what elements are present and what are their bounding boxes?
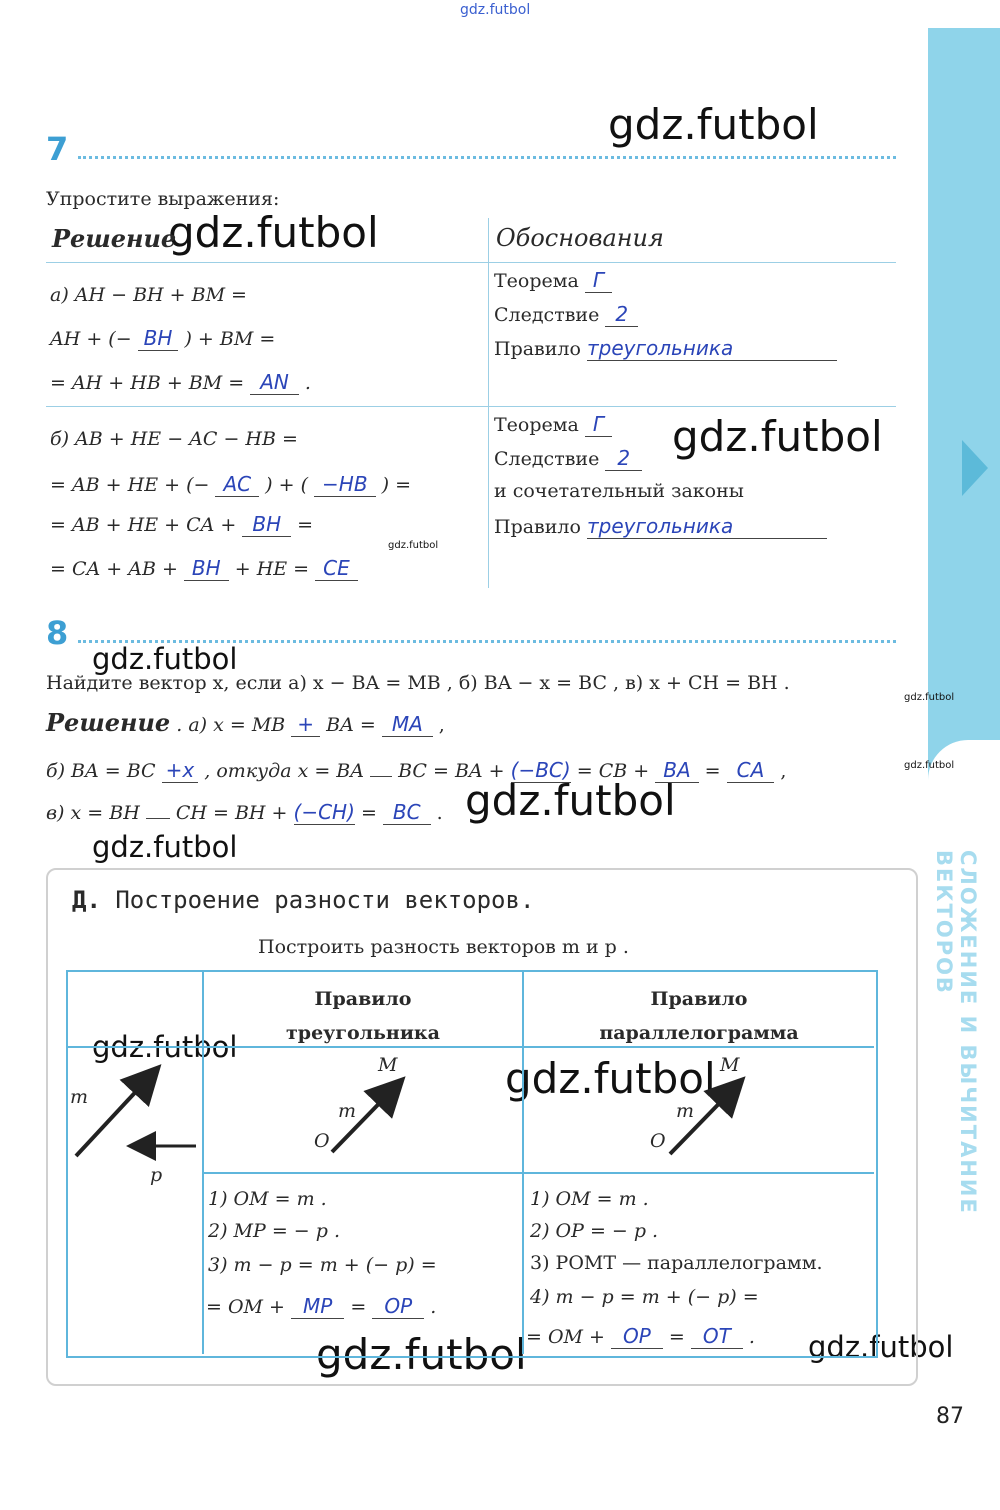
expression-part: CH = BH +	[175, 802, 288, 824]
task-prompt: Найдите вектор x, если а) x − BA = MB , б) BA − x = BC , в) x + CH = BH .	[46, 672, 790, 694]
handwritten-answer: BH	[242, 512, 291, 537]
handwritten-answer: BH	[184, 556, 229, 581]
reason-line	[494, 336, 837, 361]
handwritten-answer: треугольника	[587, 514, 827, 539]
dotted-rule	[78, 156, 896, 159]
step-line: 4) m − p = m + (− p) =	[530, 1286, 759, 1308]
handwritten-answer: +x	[162, 758, 199, 783]
expression-part: = OM +	[206, 1296, 285, 1318]
reason-line	[494, 268, 612, 292]
handwritten-answer: 2	[605, 302, 638, 327]
handwritten-answer: AC	[215, 472, 259, 497]
label-M: M	[378, 1054, 398, 1076]
section-letter: Д.	[72, 886, 101, 914]
section-title-text: Построение разности векторов.	[115, 886, 535, 914]
handwritten-answer: CA	[727, 758, 775, 783]
reason-line	[494, 302, 638, 326]
watermark: gdz.futbol	[465, 776, 676, 825]
handwritten-answer: BC	[383, 800, 431, 825]
handwritten-answer: MP	[291, 1294, 344, 1319]
dotted-rule	[78, 640, 896, 643]
label-m: m	[676, 1100, 695, 1122]
column-heading-parallelogram	[524, 982, 874, 1050]
expression-part: , откуда x = BA	[204, 760, 364, 782]
expression-part: = CB +	[576, 760, 650, 782]
expression-line	[50, 512, 313, 536]
expression-part: = AB + HE + CA +	[50, 514, 237, 536]
expression-part: ,	[780, 760, 787, 782]
watermark: gdz.futbol	[92, 1030, 238, 1064]
expression-line: а) AH − BH + BM =	[50, 284, 247, 306]
label-p: p	[150, 1164, 163, 1186]
expression-part: = AH + HB + BM =	[50, 372, 245, 394]
expression-line	[50, 326, 275, 350]
label-M: M	[720, 1054, 740, 1076]
solution-line-c	[46, 800, 443, 824]
heading-line: параллелограмма	[599, 1022, 799, 1044]
handwritten-answer: Г	[585, 412, 612, 437]
column-heading-reasons: Обоснования	[496, 224, 664, 252]
blank	[370, 776, 392, 777]
reason-line	[494, 514, 827, 539]
table-divider	[488, 218, 489, 588]
column-heading-solution: Решение	[52, 224, 177, 253]
reason-label: Следствие	[494, 448, 600, 470]
expression-part: ,	[438, 714, 445, 736]
expression-part: . а) x = MB	[176, 714, 286, 736]
blank	[146, 818, 170, 819]
expression-part: ) =	[381, 474, 411, 496]
vector-m-arrow	[76, 1070, 156, 1156]
reason-line	[494, 412, 612, 436]
expression-part: ) + BM =	[184, 328, 276, 350]
watermark: gdz.futbol	[808, 1330, 954, 1364]
expression-line: б) AB + HE − AC − HB =	[50, 428, 298, 450]
expression-line	[50, 556, 358, 580]
reason-label: Следствие	[494, 304, 600, 326]
watermark: gdz.futbol	[92, 642, 238, 676]
expression-line	[50, 472, 411, 496]
task-prompt: Упростите выражения:	[46, 188, 280, 210]
expression-part: ) + (	[265, 474, 308, 496]
step-line: 1) OM = m .	[530, 1188, 649, 1210]
task-number: 7	[46, 130, 69, 168]
handwritten-answer: OP	[372, 1294, 424, 1319]
solution-label: Решение	[46, 708, 171, 737]
expression-part: = OM +	[526, 1326, 605, 1348]
handwritten-answer: MA	[382, 712, 433, 737]
handwritten-answer: BH	[138, 326, 179, 351]
expression-part: .	[748, 1326, 755, 1348]
section-subtitle: Построить разность векторов m и p .	[258, 936, 629, 958]
heading-line: треугольника	[286, 1022, 440, 1044]
watermark: gdz.futbol	[92, 830, 238, 864]
step-line: 2) OP = − p .	[530, 1220, 659, 1242]
reason-label: Правило	[494, 516, 581, 538]
column-heading-triangle	[204, 982, 522, 1050]
parallelogram-vector-diagram	[656, 1060, 776, 1160]
watermark: gdz.futbol	[608, 100, 819, 149]
label-O: O	[650, 1130, 666, 1152]
step-line: 2) MP = − p .	[208, 1220, 340, 1242]
reason-label: Теорема	[494, 414, 579, 436]
sidebar-vertical-title: СЛОЖЕНИЕ И ВЫЧИТАНИЕ ВЕКТОРОВ	[932, 850, 980, 1215]
expression-part: б) BA = BC	[46, 760, 156, 782]
watermark: gdz.futbol	[904, 760, 955, 771]
expression-part: BA =	[326, 714, 376, 736]
reason-line	[494, 446, 642, 470]
heading-line: Правило	[314, 988, 412, 1010]
expression-part: = CA + AB +	[50, 558, 178, 580]
step-final-line	[526, 1324, 755, 1348]
expression-part: =	[704, 760, 721, 782]
expression-part: .	[436, 802, 443, 824]
page-number: 87	[936, 1404, 964, 1429]
expression-part: .	[304, 372, 311, 394]
label-O: O	[314, 1130, 330, 1152]
given-vectors-diagram	[68, 1048, 202, 1198]
watermark: gdz.futbol	[460, 2, 531, 18]
section-title	[72, 886, 534, 914]
expression-part: AH + (−	[50, 328, 132, 350]
expression-part: =	[360, 802, 377, 824]
watermark: gdz.futbol	[168, 208, 379, 257]
expression-part: + HE =	[234, 558, 310, 580]
handwritten-answer: BA	[655, 758, 698, 783]
reason-label: Правило	[494, 338, 581, 360]
handwritten-answer: 2	[605, 446, 642, 471]
solution-line-a	[46, 708, 445, 737]
step-line: 1) OM = m .	[208, 1188, 327, 1210]
reason-label: Теорема	[494, 270, 579, 292]
handwritten-answer: OP	[611, 1324, 663, 1349]
expression-part: =	[297, 514, 314, 536]
table-rule	[46, 406, 896, 407]
handwritten-answer: CE	[315, 556, 358, 581]
sidebar-marker	[962, 440, 988, 496]
expression-part: = AB + HE + (−	[50, 474, 210, 496]
step-line: 3) m − p = m + (− p) =	[208, 1254, 437, 1276]
handwritten-answer: −HB	[314, 472, 376, 497]
task-number: 8	[46, 614, 69, 652]
table-rule	[204, 1172, 874, 1174]
watermark: gdz.futbol	[388, 540, 439, 551]
watermark: gdz.futbol	[672, 412, 883, 461]
handwritten-answer: AN	[250, 370, 299, 395]
step-line: 3) POMT — параллелограмм.	[530, 1252, 823, 1274]
label-m: m	[338, 1100, 357, 1122]
solution-line-b	[46, 758, 786, 782]
handwritten-answer: (−CH)	[293, 800, 355, 824]
step-final-line	[206, 1294, 436, 1318]
handwritten-answer: Г	[585, 268, 612, 293]
watermark: gdz.futbol	[505, 1054, 716, 1103]
expression-part: .	[430, 1296, 437, 1318]
watermark: gdz.futbol	[904, 692, 955, 703]
expression-part: =	[350, 1296, 367, 1318]
expression-part: в) x = BH	[46, 802, 140, 824]
handwritten-answer: треугольника	[587, 336, 837, 361]
handwritten-answer: +	[291, 712, 320, 737]
heading-line: Правило	[650, 988, 748, 1010]
expression-line	[50, 370, 311, 394]
handwritten-answer: OT	[691, 1324, 743, 1349]
handwritten-answer: (−BC)	[510, 758, 571, 782]
watermark: gdz.futbol	[316, 1330, 527, 1379]
reason-line: и сочетательный законы	[494, 480, 744, 502]
expression-part: =	[668, 1326, 685, 1348]
expression-part: BC = BA +	[398, 760, 505, 782]
table-rule	[46, 262, 896, 263]
label-m: m	[70, 1086, 89, 1108]
